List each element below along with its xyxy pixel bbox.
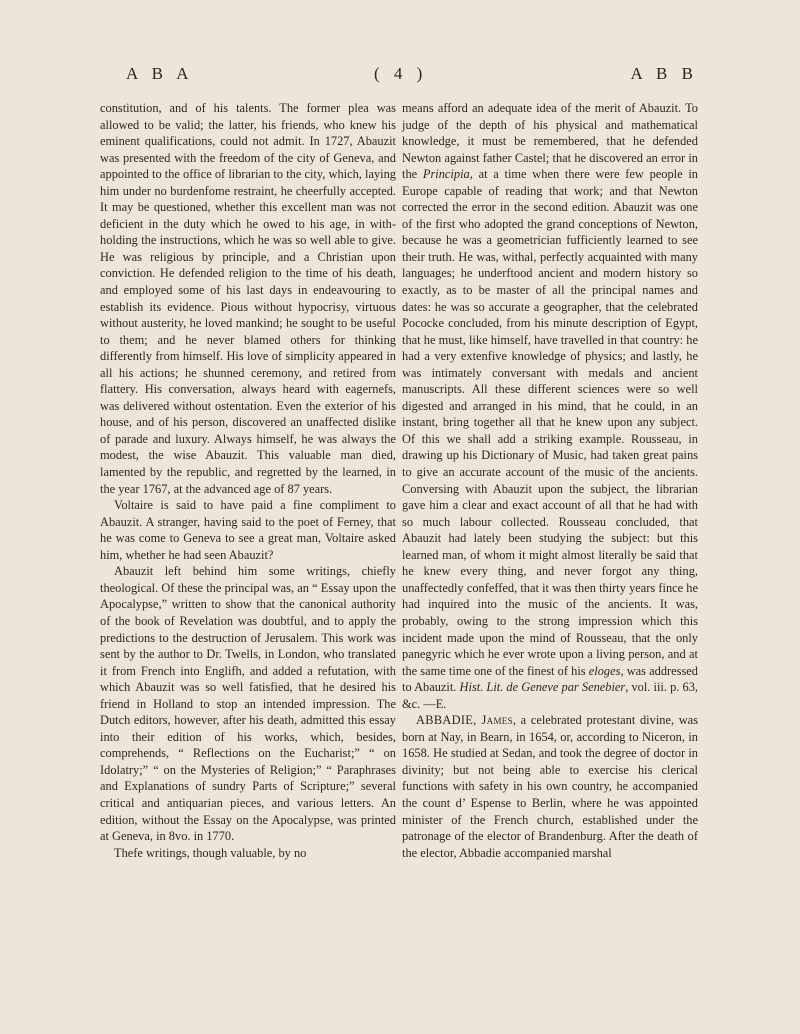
text-run: , a celebrated protestant divine, was born at Nay, in Bearn, in 1654, or, according to Niceron, in 1658. He studied at Sedan, and took the degree of doctor in divinity; but not being able to exercise his clerical functions with safety in his own country, he accompanied the count d’ Espense to Berlin, where he was appointed minister of the French church, established under the patronage of the elector of Brandenburg. After the death of the elector, Abbadie accompanied marshal — [402, 713, 699, 860]
italic-word: eloges — [588, 663, 621, 678]
paragraph — [402, 100, 698, 712]
paragraph: Voltaire is said to have paid a fine compliment to Abauzit. A stranger, having said to the poet of Ferney, that he was come to Geneva to see a great man, Voltaire asked him, whether he had seen Abauzit? — [100, 498, 396, 562]
header-left-word: A B A — [126, 64, 194, 83]
paragraph: Abauzit left behind him some writings, chiefly theological. Of these the principal was, an “ Essay upon the Apocalypse,” written to show that the canonical authority of the book of Revelation was doubtful, and to apply the predictions to the destruction of Jerusalem. This work was sent by the author to Dr. Twells, in London, who translated it from French into Englifh, and added a refutation, with which Abauzit was so well fatisfied, that he desired his friend in Holland to stop an intended impression. The Dutch editors, however, after his death, admitted this essay into their edition of his works, which, besides, comprehends, “ Reflections on the Eucharist;” “ on Idolatry;” “ on the Mysteries of Religion;” “ Paraphrases and Explanations of sundry Parts of Scripture;” several critical and antiquarian pieces, and various letters. An edition, without the Essay on the Apocalypse, was printed at Geneva, in 8vo. in 1770. — [100, 564, 396, 844]
paragraph: constitution, and of his talents. The former plea was allowed to be valid; the latter, his friends, who knew his eminent qualifications, could not admit. In 1727, Abauzit was presented with the freedom of the city of Geneva, and appointed to the office of librarian to the city, which, laying him under no burdenfome restraint, he cheerfully accepted. It may be questioned, whether this excellent man was not deficient in the duty which he owed to his age, in with-holding the instructions, which he was so well able to give. He was religious by principle, and a Christian upon conviction. He defended religion to the time of his death, and employed some of his last days in endeavouring to establish its evidence. Pious without hypocrisy, virtuous without austerity, he loved mankind; he sought to be useful to them; and he never blamed others for thinking differently from himself. His love of simplicity appeared in all his actions; he shunned ceremony, and retired from flattery. His conversation, always heard with eagernefs, was delivered without ostentation. Even the exterior of his house, and of his person, discovered an unaffected dislike of parade and luxury. Always himself, he was always the modest, the wise Abauzit. This valuable man died, lamented by the republic, and regretted by the learned, in the year 1767, at the advanced age of 87 years. — [100, 101, 396, 496]
header-right-word: A B B — [630, 64, 698, 83]
right-column — [402, 100, 698, 861]
paragraph — [402, 712, 698, 861]
paragraph: Thefe writings, though valuable, by no — [114, 845, 307, 860]
text-run: , was addressed to Abauzit. — [402, 663, 698, 695]
text-run: means afford an adequate idea of the merit of Abauzit. To judge of the depth of his physical and mathematical knowledge, it must be remembered, that he defended Newton against father Castel; that he discovered an error in the — [402, 101, 698, 182]
entry-headword: ABBADIE, James — [416, 713, 513, 728]
text-run: , at a time when there were few people in Europe capable of reading that work; and that Newton corrected the error in the second edition. Abauzit was one of the first who adopted the grand conceptions of Newton, because he was a geometrician fufficiently learned to see their truth. He was, withal, perfectly acquainted with many languages; he underftood ancient and modern history so exactly, as to be master of all the principal names and dates: he was so accurate a geographer, that the celebrated Pococke concluded, from his minute description of Egypt, that he must, like himself, have travelled in that country: he had a very extenfive knowledge of physics; and lastly, he was intimately conversant with medals and ancient manuscripts. All these different sciences were so well digested and arranged in his mind, that he could, in an instant, bring together all that he knew upon any subject. Of this we shall add a striking example. Rousseau, in drawing up his Dictionary of Music, had taken great pains to give an accurate account of the music of the ancients. Conversing with Abauzit upon the subject, the librarian gave him a clear and exact account of all that he had with so much labour collected. Rousseau concluded, that Abauzit had lately been studying the subject: but this learned man, of whom it might almost literally be said that he knew every thing, and never forgot any thing, unaffectedly confeffed, that it was then thirty years fince he had inquired into the music of the ancients. It was, probably, owing to the strong impression which this incident made upon the mind of Rousseau, that the only panegyric which he ever wrote upon a living person, and at the same time one of the finest of his — [402, 167, 698, 678]
source-citation: Hist. Lit. de Geneve par Senebier — [459, 680, 626, 695]
italic-title: Principia — [422, 167, 470, 182]
page-number: ( 4 ) — [374, 64, 428, 83]
text-run: , vol. iii. p. 63, &c. —E. — [402, 680, 698, 711]
left-column — [100, 100, 396, 861]
running-header — [100, 60, 710, 90]
